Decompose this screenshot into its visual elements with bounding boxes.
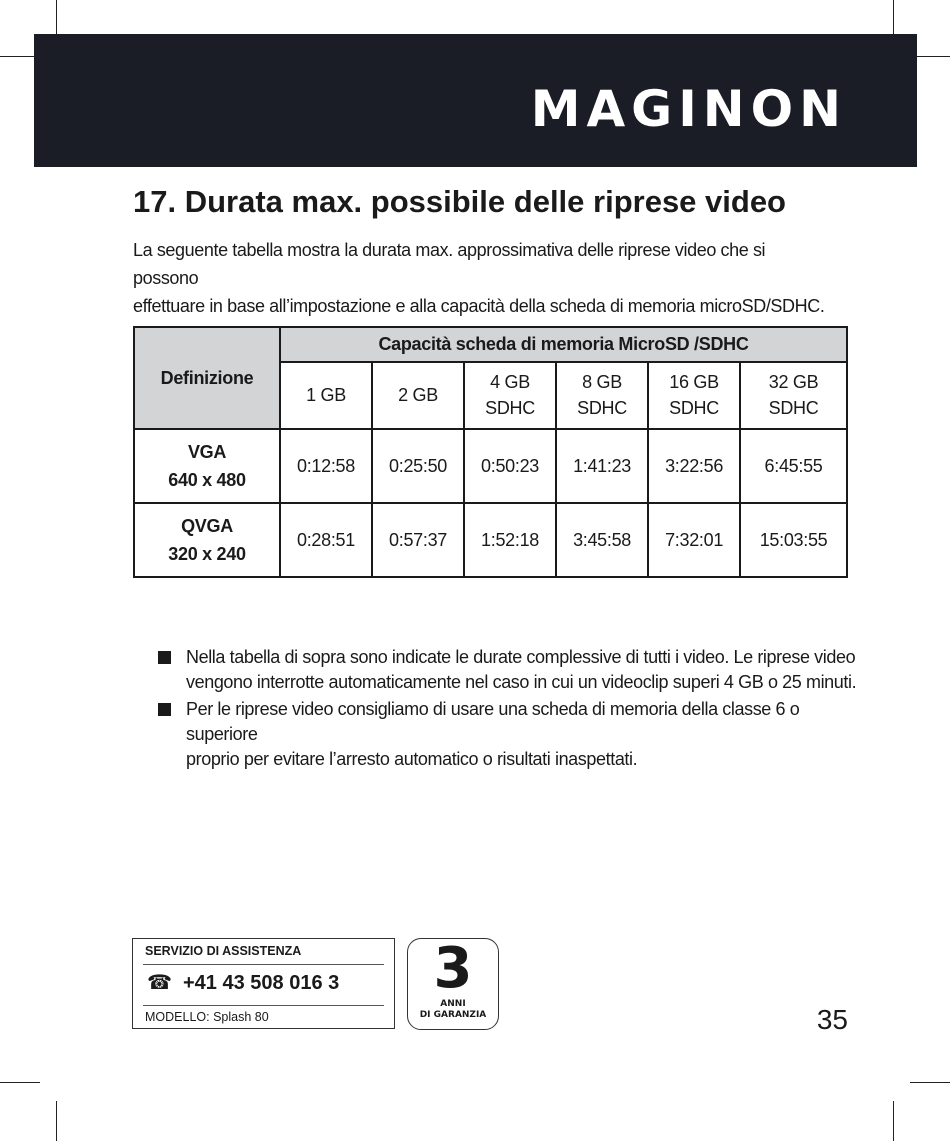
duration-cell: 0:12:58 [280, 429, 372, 503]
divider [143, 1005, 384, 1006]
definition-header: Definizione [134, 327, 280, 429]
divider [143, 964, 384, 965]
model-label: MODELLO: Splash 80 [145, 1010, 269, 1024]
size-header: 32 GB SDHC [740, 362, 847, 429]
warranty-badge [407, 938, 499, 1030]
table-row [134, 429, 847, 503]
page-title: 17. Durata max. possibile delle riprese video [133, 184, 786, 219]
table-row [134, 503, 847, 577]
size-header: 4 GB SDHC [464, 362, 556, 429]
duration-cell: 0:57:37 [372, 503, 464, 577]
duration-cell: 3:45:58 [556, 503, 648, 577]
notes-list [158, 645, 858, 774]
service-title: SERVIZIO DI ASSISTENZA [145, 944, 302, 958]
list-item: Per le riprese video consigliamo di usare una scheda di memoria della classe 6 o superiore proprio per evitare l’arresto automatico o risultati inaspettati. [158, 697, 858, 772]
duration-cell: 7:32:01 [648, 503, 740, 577]
duration-cell: 1:41:23 [556, 429, 648, 503]
service-box [132, 938, 395, 1029]
crop-mark [910, 1082, 950, 1083]
list-item: Nella tabella di sopra sono indicate le durate complessive di tutti i video. Le riprese video vengono interrotte automaticamente nel caso in cui un videoclip superi 4 GB o 25 minuti. [158, 645, 858, 695]
duration-cell: 0:50:23 [464, 429, 556, 503]
size-header: 1 GB [280, 362, 372, 429]
warranty-label: ANNI [440, 999, 466, 1009]
service-phone: +41 43 508 016 3 [183, 972, 340, 994]
intro-line: effettuare in base all’impostazione e alla capacità della scheda di memoria microSD/SDHC. [133, 296, 825, 316]
size-header: 16 GB SDHC [648, 362, 740, 429]
crop-mark [0, 1082, 40, 1083]
duration-cell: 0:25:50 [372, 429, 464, 503]
intro-text [133, 236, 833, 320]
duration-cell: 15:03:55 [740, 503, 847, 577]
duration-cell: 6:45:55 [740, 429, 847, 503]
duration-cell: 1:52:18 [464, 503, 556, 577]
size-header: 2 GB [372, 362, 464, 429]
bullet-square-icon [158, 703, 171, 716]
crop-mark [893, 1101, 894, 1141]
resolution-cell: QVGA 320 x 240 [134, 503, 280, 577]
size-header: 8 GB SDHC [556, 362, 648, 429]
resolution-cell: VGA 640 x 480 [134, 429, 280, 503]
page-number: 35 [816, 1004, 848, 1035]
duration-cell: 3:22:56 [648, 429, 740, 503]
phone-icon: ☎ [147, 972, 172, 994]
warranty-years: 3 [433, 936, 473, 1001]
warranty-label: DI GARANZIA [419, 1010, 487, 1020]
duration-cell: 0:28:51 [280, 503, 372, 577]
intro-line: La seguente tabella mostra la durata max. approssimativa delle riprese video che si possono [133, 240, 766, 288]
capacity-header: Capacità scheda di memoria MicroSD /SDHC [280, 327, 847, 362]
crop-mark [56, 1101, 57, 1141]
duration-table [133, 326, 848, 578]
header-bar [34, 34, 917, 167]
brand-logo: MAGINON [530, 80, 847, 138]
bullet-square-icon [158, 651, 171, 664]
